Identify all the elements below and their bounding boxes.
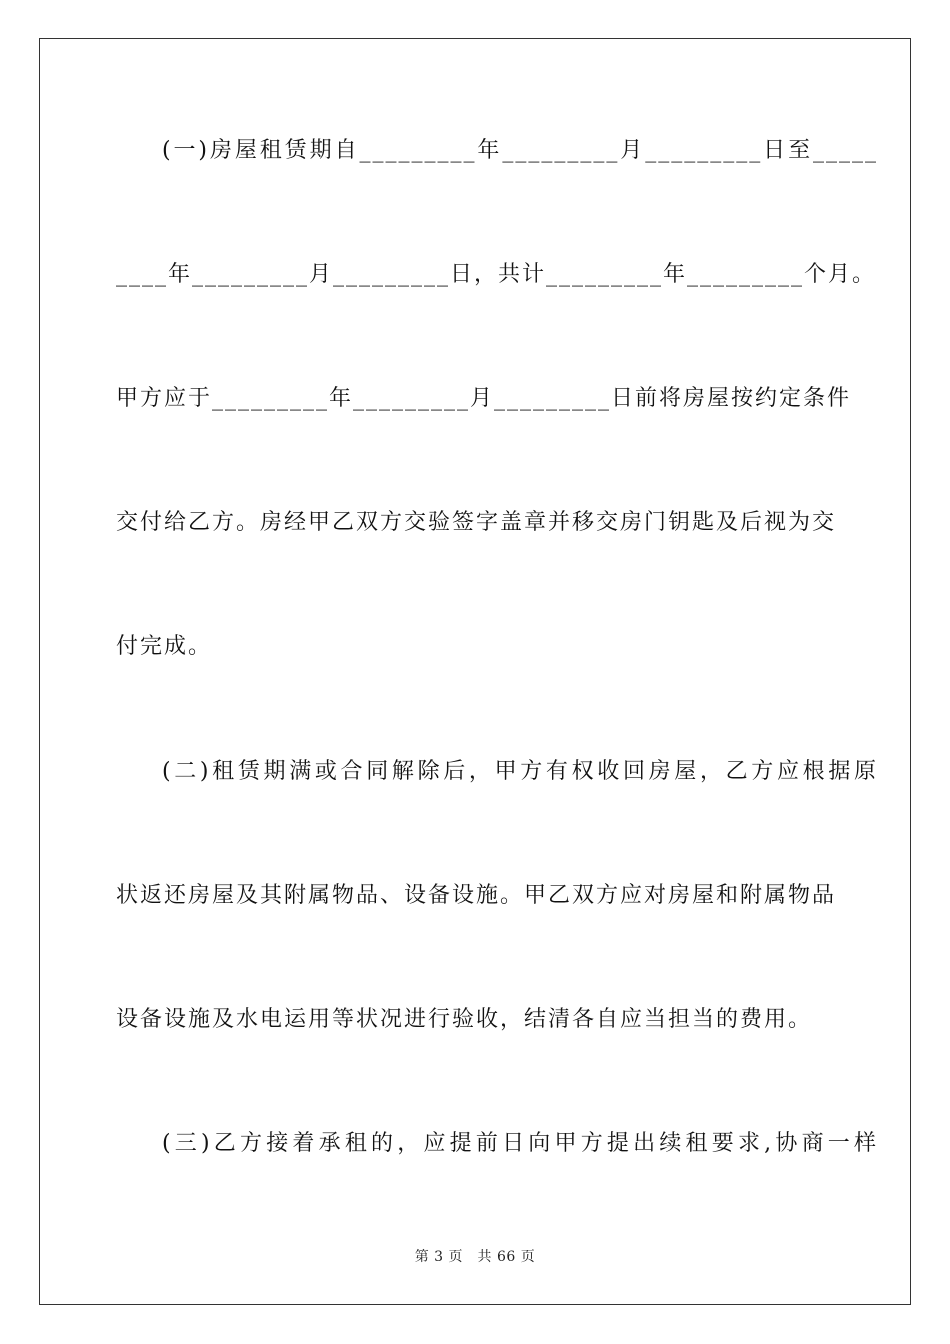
paragraph-1-line-1: (一)房屋租赁期自_________年_________月_________日至_____ <box>162 138 878 163</box>
paragraph-2-line-2: 状返还房屋及其附属物品、设备设施。甲乙双方应对房屋和附属物品 <box>116 883 837 908</box>
paragraph-1-line-3: 甲方应于_________年_________月_________日前将房屋按约定条件 <box>116 386 852 411</box>
paragraph-1-line-5: 付完成。 <box>116 634 213 659</box>
page-number-footer: 第 3 页 共 66 页 <box>414 1249 536 1265</box>
paragraph-1-line-2: ____年_________月_________日，共计_________年_________个月。 <box>116 262 877 287</box>
page-border <box>39 38 911 1305</box>
paragraph-2-line-1: (二)租赁期满或合同解除后，甲方有权收回房屋，乙方应根据原 <box>162 759 878 784</box>
paragraph-2-line-3: 设备设施及水电运用等状况进行验收，结清各自应当担当的费用。 <box>116 1007 813 1032</box>
paragraph-3-line-1: (三)乙方接着承租的，应提前日向甲方提出续租要求,协商一样 <box>162 1131 878 1156</box>
paragraph-1-line-4: 交付给乙方。房经甲乙双方交验签字盖章并移交房门钥匙及后视为交 <box>116 510 837 535</box>
